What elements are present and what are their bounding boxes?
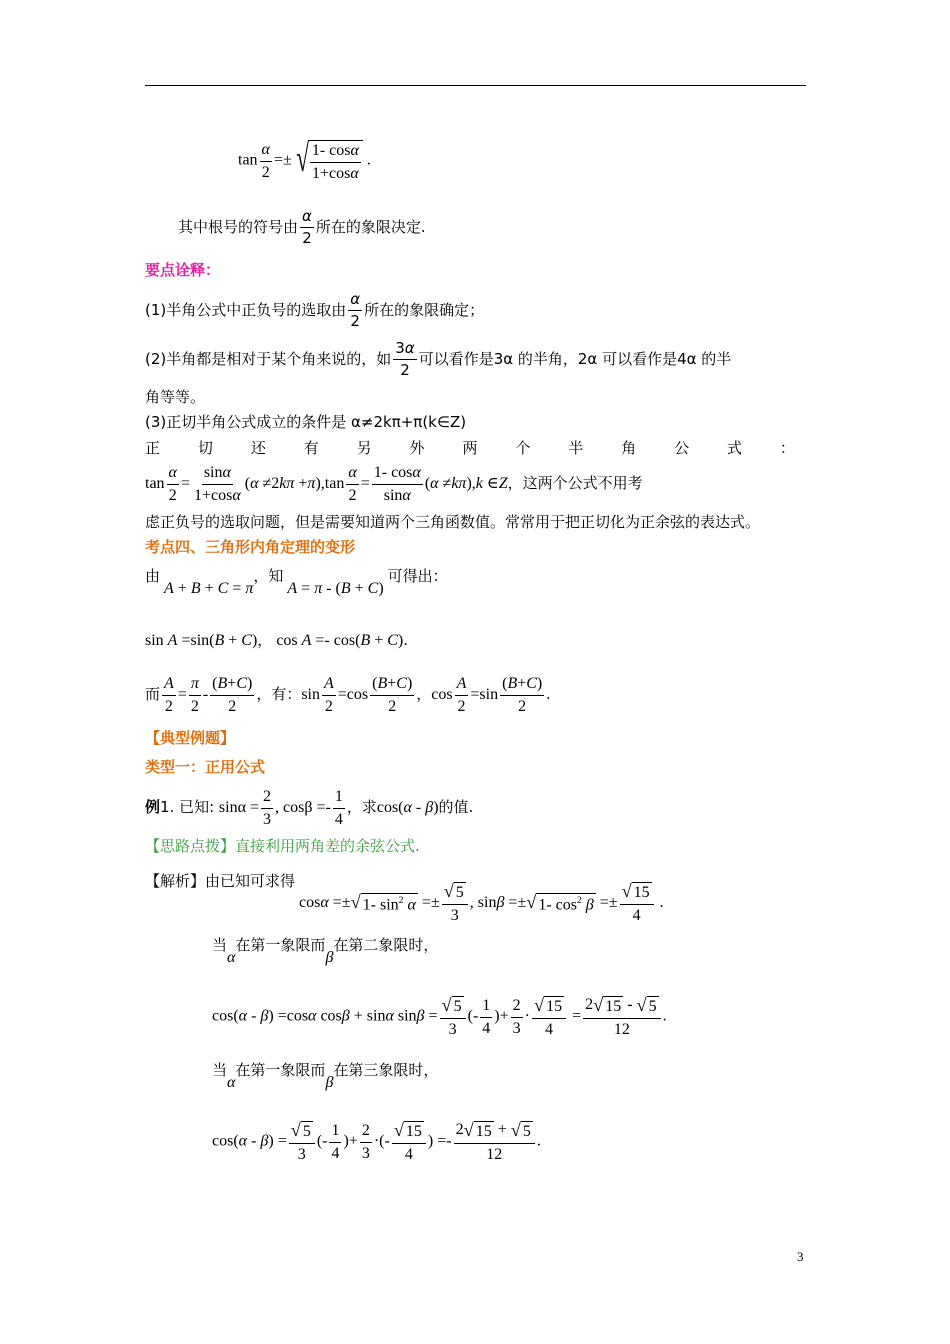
point-2-cont: 角等等。	[145, 388, 206, 406]
formula-tan-half-two: tan $\frac{\alpha}{2}$ = $\frac{\sin\alpha}{1+\cos\alpha}$ (α ≠2kπ +π),tan $\frac{\alpha}{2}$ = $\frac{1- \cos\alpha}{\sin\alpha}$ (α ≠kπ),k ∈Z，这两个公式不用考	[145, 464, 643, 504]
sec4-line2: sin A =sin(B + C)， cos A =- cos(B + C).	[145, 631, 409, 649]
point-1: (1)半角公式中正负号的选取由 $\frac{\alpha}{2}$ 所在的象限确定；	[145, 290, 485, 330]
sec4-line3: 而 $\frac{A}{2}$ = $\frac{\pi}{2}$ - $\frac{(B+C)}{2}$ ，有：sin $\frac{A}{2}$ =cos $\frac{(B+C)}{2}$ ，cos $\frac{A}{2}$ =sin $\frac{(B+C)}{2}$ .	[145, 675, 551, 715]
type-1-heading: 类型一：正用公式	[145, 758, 266, 776]
examples-heading: 【典型例题】	[145, 729, 236, 747]
case-2-line: 当α在第一象限而β在第三象限时，	[212, 1061, 439, 1091]
point-2: (2)半角都是相对于某个角来说的，如 $\frac{3\alpha}{2}$ 可以看作是3α 的半角，2α 可以看作是4α 的半	[145, 339, 732, 379]
key-points-heading: 要点诠释：	[145, 261, 221, 279]
formula-tan-half-sqrt: tan $\frac{\alpha}{2}$ =± √ $\frac{1- \cos\alpha}{1+\cos\alpha}$ .	[238, 138, 371, 182]
page-number: 3	[797, 1249, 804, 1264]
tan-formulas-cont: 虑正负号的选取问题，但是需要知道两个三角函数值。常常用于把正切化为正余弦的表达式。	[145, 513, 761, 531]
case-2-formula: cos(α - β) = √ 5 3 (- $\frac{1}{4}$ )+ $\frac{2}{3}$ ·(- √ 15 4 ) =- 2 √ 15 + √ 5 12 .	[212, 1120, 541, 1163]
example-1: 例1. 已知: sinα = $\frac{2}{3}$ , cosβ =- $\frac{1}{4}$ ，求cos(α - β)的值.	[145, 788, 474, 828]
para-root-sign: 其中根号的符号由 $\frac{\alpha}{2}$ 所在的象限决定.	[178, 207, 426, 247]
sec4-line1: 由 A + B + C = π，知 A = π - (B + C) 可得出：	[145, 567, 448, 597]
solution-line: 【解析】由已知可求得 cosα =± √ 1- $\sin^2 \alpha$ =± √ 5 3 , sinβ =± √ 1- $\cos^2 \beta$ =± √ 15 4 .	[145, 872, 664, 924]
hint-line: 【思路点拨】直接利用两角差的余弦公式.	[145, 837, 420, 855]
section-4-heading: 考点四、三角形内角定理的变形	[145, 538, 356, 556]
point-3: (3)正切半角公式成立的条件是 α≠2kπ+π(k∈Z)	[145, 413, 467, 431]
case-1-line: 当α在第一象限而β在第二象限时，	[212, 936, 439, 966]
case-1-formula: cos(α - β) =cosα cosβ + sinα sinβ = √ 5 3 (- $\frac{1}{4}$ )+ $\frac{2}{3}$ · √ 15 4 = 2 √ 15 - √ 5 12 .	[212, 995, 667, 1038]
header-rule	[145, 85, 806, 86]
tan-also-line: 正 切 还 有 另 外 两 个 半 角 公 式 ：	[145, 439, 795, 457]
